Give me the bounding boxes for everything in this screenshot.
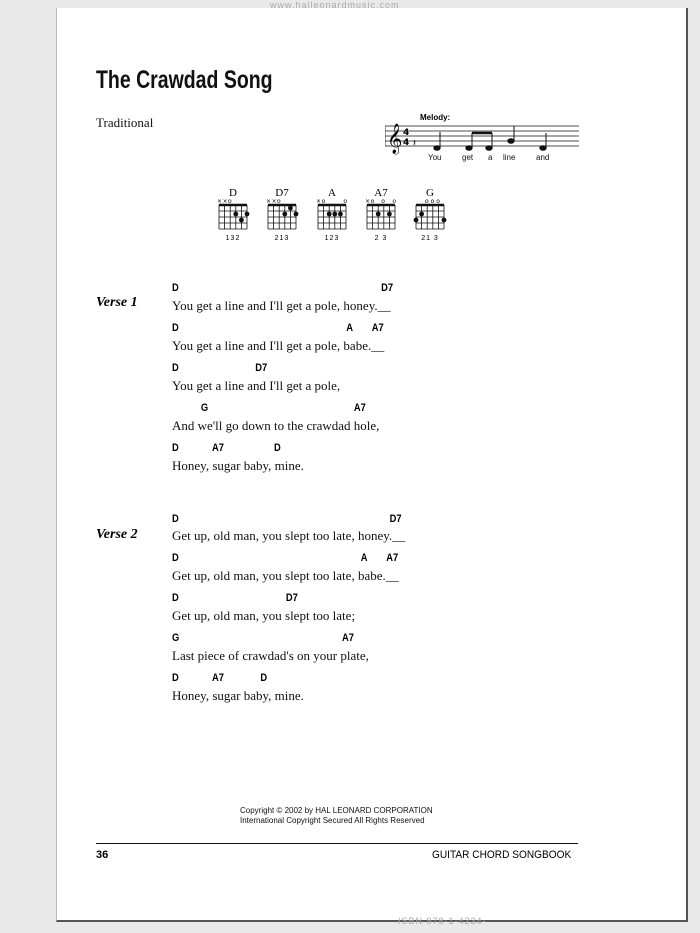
melody-lyric: a [488, 153, 493, 162]
lyric-line: You get a line and I'll get a pole, [172, 378, 341, 393]
svg-text:4: 4 [403, 138, 410, 148]
melody-lyric: get [462, 153, 474, 162]
svg-text:4: 4 [403, 128, 410, 138]
melody-note [508, 139, 514, 144]
melody-note [466, 146, 472, 151]
verse-1-label: Verse 1 [96, 295, 138, 310]
chord-diagram-a7: A7 × o o o 2 3 [361, 187, 401, 247]
lyric-line: Last piece of crawdad's on your plate, [172, 648, 369, 663]
lyric-line: And we'll go down to the crawdad hole, [172, 418, 380, 433]
svg-text:×: × [222, 199, 228, 205]
svg-text:×: × [365, 199, 371, 205]
svg-text:o: o [425, 199, 429, 205]
fretboard-icon [262, 199, 302, 235]
svg-text:o: o [321, 199, 326, 205]
melody-label: Melody: [420, 113, 451, 122]
svg-text:×: × [217, 199, 223, 205]
svg-text:×: × [266, 199, 272, 205]
lyric-line: You get a line and I'll get a pole, honey.__ [172, 298, 391, 313]
svg-text:o: o [430, 199, 435, 205]
composer: Traditional [96, 115, 154, 130]
fretboard-icon [213, 199, 253, 235]
chord-diagram-d: D × × o 132 [213, 187, 253, 247]
treble-clef-icon: 𝄞 [387, 124, 403, 154]
lyric-line: Honey, sugar baby, mine. [172, 688, 304, 703]
melody-note [540, 146, 546, 151]
verse-2-label: Verse 2 [96, 527, 138, 542]
svg-text:o: o [370, 199, 375, 205]
svg-text:×: × [316, 199, 322, 205]
melody-note [434, 146, 440, 151]
book-title: GUITAR CHORD SONGBOOK [432, 849, 572, 861]
page-number: 36 [96, 849, 109, 861]
svg-text:×: × [271, 199, 277, 205]
lyric-line: Get up, old man, you slept too late; [172, 608, 356, 623]
fretboard-icon [361, 199, 401, 235]
lyric-line: Get up, old man, you slept too late, babe.__ [172, 568, 399, 583]
melody-lyric: and [536, 153, 550, 162]
watermark-bottom: ISBN 978-1-4234- [398, 916, 487, 926]
svg-text:o: o [343, 199, 348, 205]
sheet-page [56, 8, 688, 922]
svg-text:o: o [277, 199, 281, 205]
song-title: The Crawdad Song [96, 66, 273, 94]
svg-text:o: o [381, 199, 385, 205]
svg-text:o: o [436, 199, 440, 205]
copyright-notice: Copyright © 2002 by HAL LEONARD CORPORATION International Copyright Secured All Rights Reserved [240, 806, 433, 825]
footer-rule [96, 843, 578, 844]
lyric-line: Get up, old man, you slept too late, honey.__ [172, 528, 406, 543]
chord-diagram-g: G o o o 21 3 [410, 187, 450, 247]
lyric-line: Honey, sugar baby, mine. [172, 458, 304, 473]
svg-text:o: o [228, 199, 232, 205]
melody-staff [385, 116, 580, 156]
melody-note [486, 146, 492, 151]
lyric-line: You get a line and I'll get a pole, babe.__ [172, 338, 385, 353]
chord-diagram-a: A × o o 123 [312, 187, 352, 247]
watermark-top: www.halleonardmusic.com [270, 0, 400, 10]
chord-diagram-d7: D7 × × o 213 [262, 187, 302, 247]
rest-icon: 𝄽 [413, 138, 417, 149]
melody-lyric: line [503, 153, 516, 162]
melody-lyric: You [428, 153, 442, 162]
fretboard-icon [312, 199, 352, 235]
fretboard-icon [410, 199, 450, 235]
svg-text:o: o [392, 199, 397, 205]
